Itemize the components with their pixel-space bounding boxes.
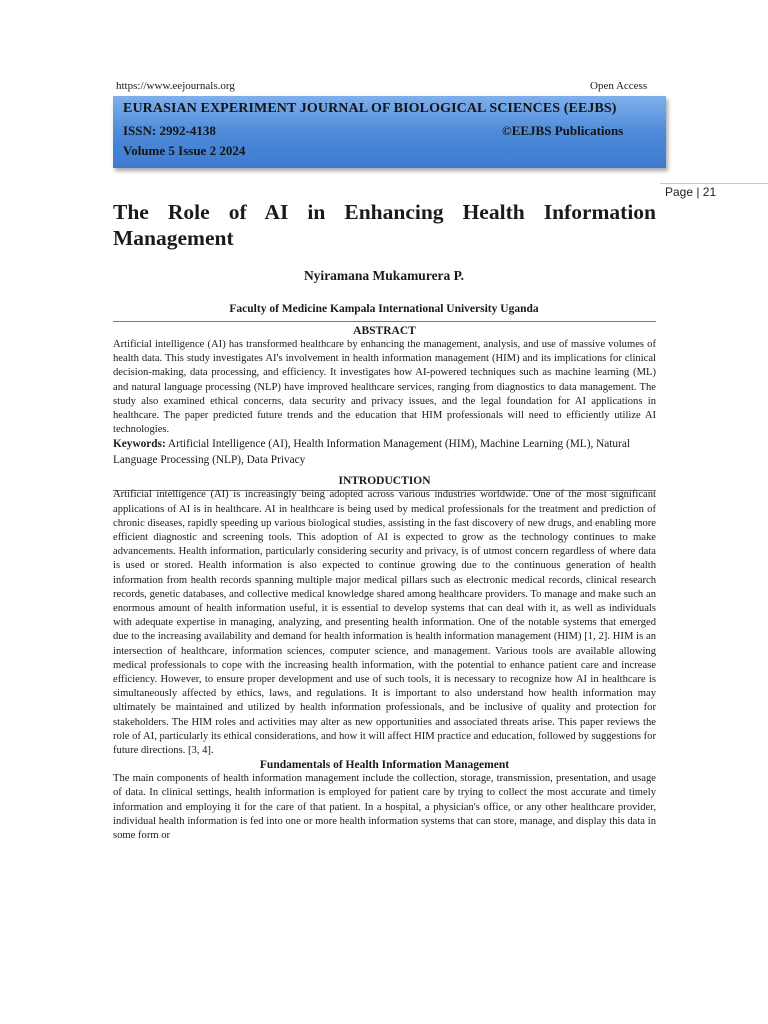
- abstract-text: Artificial intelligence (AI) has transformed healthcare by enhancing the management, analysis, and use of massive volumes of health data. This study investigates AI's involvement in health information management (HIM) and its implications for clinical decision-making, data processing, and efficiency. It investigates how AI-powered techniques such as machine learning (ML) and natural language processing (NLP) have improved healthcare services, ranging from diagnostics to data management. The study also examined ethical concerns, data security and privacy issues, and the legal foundation for AI applications in healthcare. The paper predicted future trends and the education that HIM professionals will need to efficiently utilize AI technologies.: [113, 339, 656, 436]
- open-access-label: Open Access: [590, 80, 648, 92]
- issn: ISSN: 2992-4138: [123, 123, 216, 138]
- volume-issue: Volume 5 Issue 2 2024: [123, 143, 246, 158]
- keywords-label: Keywords:: [113, 438, 166, 451]
- fundamentals-heading: Fundamentals of Health Information Management: [259, 759, 510, 772]
- keywords-list: Artificial Intelligence (AI), Health Information Management (HIM), Machine Learning (ML), Natural Language Processing (NLP), Data Privacy: [113, 438, 630, 466]
- paper-title: The Role of AI in Enhancing Health Information Management: [113, 200, 656, 250]
- introduction-text: Artificial intelligence (AI) is increasingly being adopted across various industries worldwide. One of the most significant applications of AI is in healthcare. AI in healthcare is being used by medical professionals for the treatment and prediction of chronic diseases, rapidly speeding up various biological studies, assisting in the fast discovery of new drugs, and enabling more efficient diagnostic and screening tools. This adoption of AI is expected to grow as the technology continues to make advancements. Health information, particularly considering security and privacy, is of utmost concern regardless of where data is used or stored. Health information is also expected to continue growing due to the continuous generation of health information from health records spanning multiple major medical pillars such as electronic medical records, clinical research records, genetic databases, and collective medical knowledge shared among healthcare providers. To manage and make such an enormous amount of health information useful, it is essential to develop systems that can deal with it, as well as individuals with adequate expertise in managing, analyzing, and presenting health information. One of the notable systems that emerged due to the increasing availability and demand for health information is health information management (HIM) [1, 2]. HIM is an intersection of healthcare, information sciences, computer science, and management. Various tools are available allowing medical professionals to cope with the increasing health information, with the potential to enhance patient care and increase efficiency. However, to ensure proper development and use of such tools, it is necessary to recognize how AI in healthcare is simultaneously affected by ethics, laws, and regulations. It is important to also understand how health information may ultimately be maintained and utilized by health information professionals, and be inclusive of quality and protection for stakeholders. The HIM roles and activities may alter as new opportunities and associated threats arise. This paper reviews the role of AI, particularly its ethical considerations, and how it will affect HIM practice and education, followed by suggestions for future directions. [3, 4].: [113, 489, 656, 757]
- journal-name: EURASIAN EXPERIMENT JOURNAL OF BIOLOGICAL SCIENCES (EEJBS): [123, 101, 617, 116]
- paper-body: [113, 324, 656, 843]
- abstract-heading: ABSTRACT: [353, 325, 416, 337]
- journal-url[interactable]: https://www.eejournals.org: [116, 80, 235, 92]
- keywords: [113, 437, 656, 468]
- affiliation: Faculty of Medicine Kampala International University Uganda: [229, 303, 539, 315]
- page-number: Page | 21: [665, 185, 717, 199]
- introduction-heading: INTRODUCTION: [338, 475, 431, 488]
- publisher: ©EEJBS Publications: [502, 123, 624, 138]
- divider: [113, 321, 656, 322]
- journal-banner: [113, 96, 666, 168]
- author: Nyiramana Mukamurera P.: [303, 268, 465, 283]
- page-number-rule: [660, 183, 768, 184]
- fundamentals-text: The main components of health information management include the collection, storage, transmission, presentation, and usage of data. In clinical settings, health information is employed for patient care by trying to collect the most accurate and timely information and employing it for the care of that patient. In a hospital, a physician's office, or any other healthcare provider, individual health information is fed into one or more health information systems that can store, manage, and display this data in some form or: [113, 773, 656, 842]
